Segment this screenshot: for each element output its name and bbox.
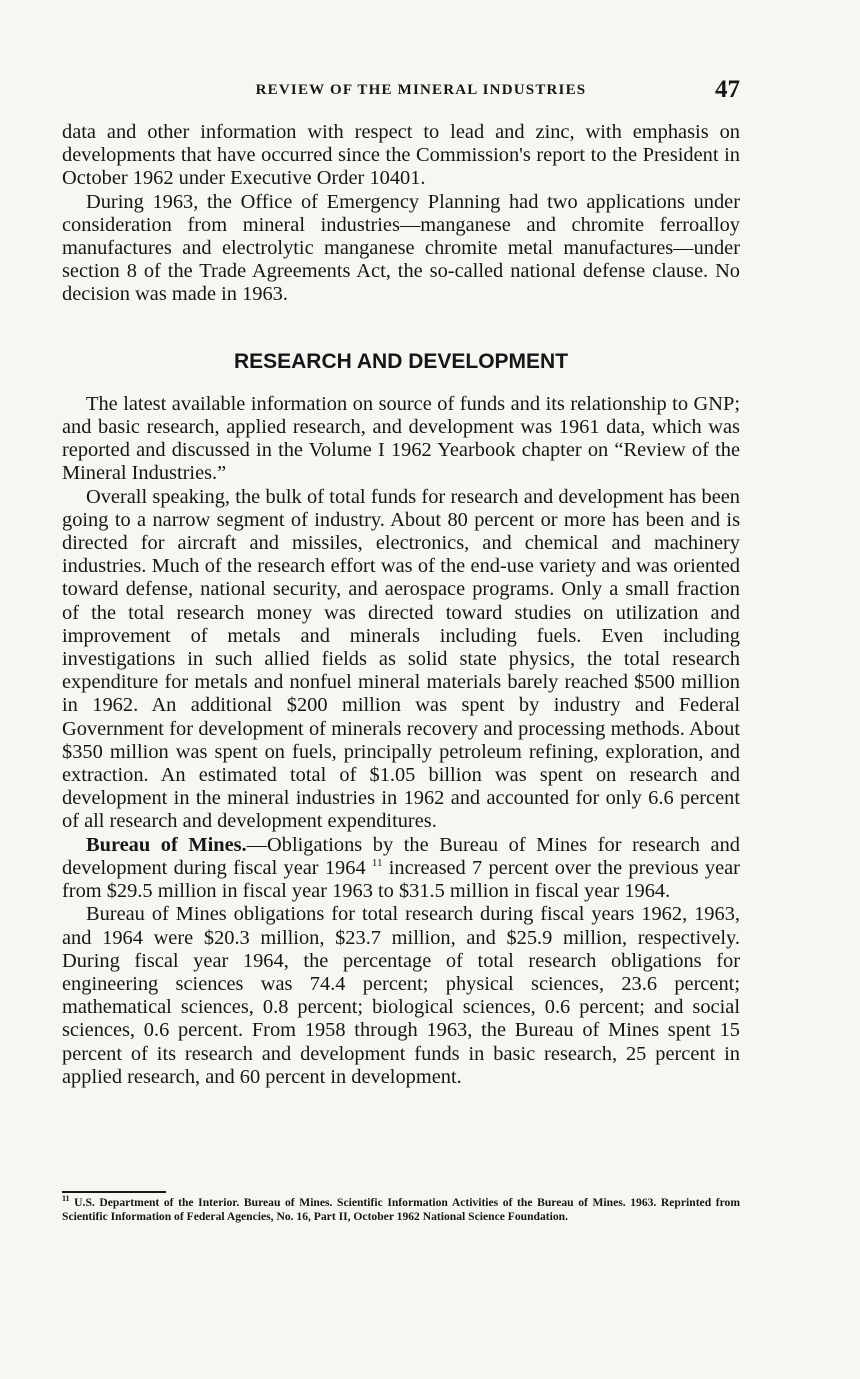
footnote-divider (62, 1191, 166, 1193)
paragraph-bureau-of-mines (62, 834, 740, 904)
paragraph-bureau-obligations: Bureau of Mines obligations for total research during fiscal years 1962, 1963, and 1964 were $20.3 million, $23.7 million, and $25.9 million, respectively. During fiscal year 1964, the percentage of total research obligations for engineering sciences was 74.4 percent; physical sciences, 23.6 percent; mathematical sciences, 0.8 percent; biological sciences, 0.6 percent; and social sciences, 0.6 percent. From 1958 through 1963, the Bureau of Mines spent 15 percent of its research and development funds in basic research, 25 percent in applied research, and 60 percent in development. (62, 903, 740, 1088)
running-title: REVIEW OF THE MINERAL INDUSTRIES (255, 82, 587, 98)
footnote-marker: 11 (62, 1194, 70, 1204)
paragraph-bureau-text-b: increased 7 percent over the previous year from $29.5 million in fiscal year 1963 to $31.5 million in fiscal year 1964. (62, 856, 740, 903)
running-head (62, 76, 740, 106)
footnote (62, 1196, 740, 1223)
paragraph-overall-speaking: Overall speaking, the bulk of total funds for research and development has been going to a narrow segment of industry. About 80 percent or more has been and is directed for aircraft and missiles, electronics, and chemical and machinery industries. Much of the research effort was of the end-use variety and was oriented toward defense, national security, and aerospace programs. Only a small fraction of the total research money was directed toward studies on utilization and improvement of metals and minerals including fuels. Even including investigations in such allied fields as solid state physics, the total research expenditure for metals and nonfuel mineral materials barely reached $500 million in 1962. An additional $200 million was spent by industry and Federal Government for development of minerals recovery and processing methods. About $350 million was spent on fuels, principally petroleum refining, exploration, and extraction. An estimated total of $1.05 billion was spent on research and development in the mineral industries in 1962 and accounted for only 6.6 percent of all research and development expenditures. (62, 485, 740, 833)
paragraph-latest-information: The latest available information on source of funds and its relationship to GNP; and basic research, applied research, and development was 1961 data, which was reported and discussed in the Volume I 1962 Yearbook chapter on “Review of the Mineral Industries.” (62, 392, 740, 485)
section-heading: RESEARCH AND DEVELOPMENT (233, 349, 569, 373)
body-text (62, 121, 740, 1089)
page-number: 47 (715, 76, 740, 103)
paragraph-emergency-planning: During 1963, the Office of Emergency Planning had two applications under consideration from mineral industries—manganese and chromite ferroalloy manufactures and electrolytic manganese chromite metal manufactures—under section 8 of the Trade Agreements Act, the so-called national defense clause. No decision was made in 1963. (62, 190, 740, 306)
run-in-heading: Bureau of Mines. (86, 833, 247, 856)
paragraph-bureau-text-a: —Obligations by the Bureau of Mines for research and development during fiscal year 1964 (62, 833, 740, 879)
footnote-reference: 11 (371, 857, 383, 870)
paragraph-continuation: data and other information with respect to lead and zinc, with emphasis on developments that have occurred since the Commission's report to the President in October 1962 under Executive Order 10401. (62, 121, 740, 190)
footnote-text: U.S. Department of the Interior. Bureau of Mines. Scientific Information Activities of the Bureau of Mines. 1963. Reprinted from Scientific Information of Federal Agencies, No. 16, Part II, October 1962 National Science Foundation. (62, 1196, 740, 1223)
